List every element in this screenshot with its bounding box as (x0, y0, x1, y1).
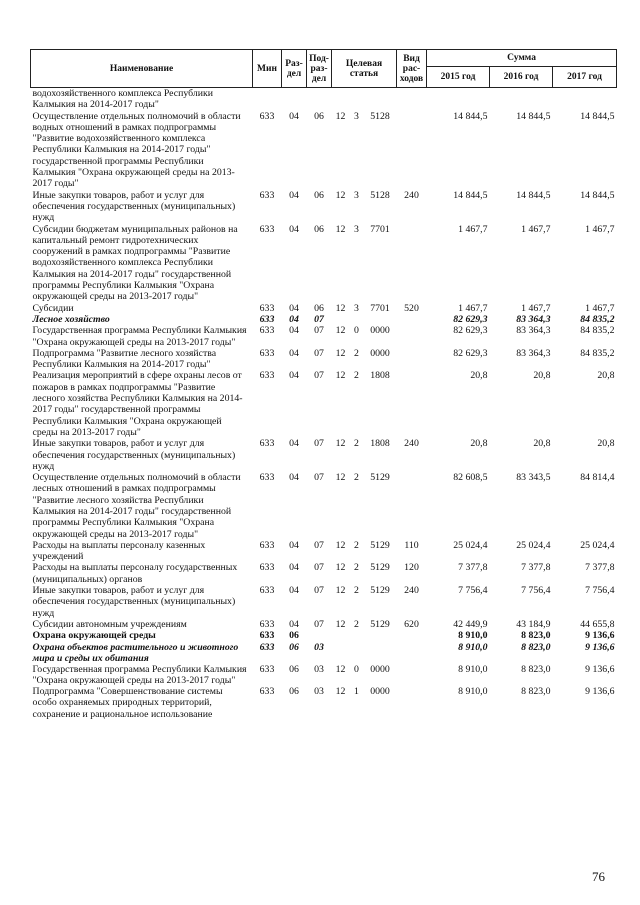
row-podrazdel: 07 (314, 438, 324, 450)
row-sum-2015: 42 449,9 (453, 618, 488, 630)
row-min: 633 (259, 313, 275, 325)
row-sum-2017: 7 756,4 (585, 585, 615, 597)
row-min: 633 (259, 618, 275, 630)
row-sum-2015: 1 467,7 (458, 223, 488, 235)
row-podrazdel: 07 (314, 347, 324, 359)
row-min: 633 (259, 539, 275, 551)
row-sum-2016: 1 467,7 (521, 223, 551, 235)
row-podrazdel: 07 (314, 313, 324, 325)
row-vid: 240 (404, 585, 419, 597)
row-name: водохозяйственного комплекса Республики Калмыкия на 2014-2017 годы" (32, 88, 213, 111)
row-sum-2016: 7 377,8 (521, 562, 551, 574)
row-name: Субсидии (32, 302, 74, 314)
row-min: 633 (259, 302, 275, 314)
row-razdel (282, 88, 307, 111)
row-tsel-program: 12 (335, 325, 346, 337)
row-name: Субсидии автономным учреждениям (32, 618, 187, 630)
row-podrazdel: 06 (314, 110, 324, 122)
row-tsel-sub: 0 (354, 663, 359, 675)
row-razdel: 04 (289, 189, 299, 201)
row-tsel-code: 1808 (370, 438, 390, 450)
row-tsel-sub (350, 88, 364, 111)
row-tsel-code: 5129 (370, 585, 390, 597)
budget-table (30, 49, 617, 720)
row-razdel: 04 (289, 223, 299, 235)
row-podrazdel (307, 88, 332, 111)
row-podrazdel: 03 (314, 663, 324, 675)
table-row (31, 619, 617, 630)
row-sum-2016: 20,8 (533, 370, 551, 382)
row-sum-2016: 20,8 (533, 438, 551, 450)
table-row (31, 111, 617, 190)
row-sum-2015: 1 467,7 (458, 302, 488, 314)
row-vid (397, 314, 427, 325)
row-podrazdel: 03 (314, 641, 324, 653)
row-tsel-code: 5129 (370, 618, 390, 630)
row-sum-2017: 84 835,2 (580, 313, 615, 325)
row-sum-2015: 82 608,5 (453, 472, 488, 484)
row-sum-2015: 7 756,4 (458, 585, 488, 597)
row-tsel-program: 12 (335, 223, 346, 235)
table-header (31, 50, 617, 88)
row-sum-2016: 14 844,5 (516, 110, 551, 122)
row-sum-2016 (490, 88, 553, 111)
row-razdel: 06 (289, 630, 299, 642)
row-sum-2015: 14 844,5 (453, 189, 488, 201)
row-tsel-code: 0000 (370, 686, 390, 698)
row-tsel-sub: 2 (354, 347, 359, 359)
row-sum-2017: 1 467,7 (585, 223, 615, 235)
row-name: Расходы на выплаты персоналу государственных (муниципальных) органов (32, 562, 238, 585)
col-min-header: Мин (253, 50, 282, 88)
row-tsel-code: 0000 (370, 663, 390, 675)
row-vid (397, 370, 427, 438)
table-row (31, 348, 617, 371)
row-podrazdel: 07 (314, 618, 324, 630)
row-tsel-code: 7701 (370, 302, 390, 314)
row-podrazdel: 07 (314, 585, 324, 597)
row-name: Расходы на выплаты персоналу казенных учреждений (32, 539, 206, 563)
row-name: Государственная программа Республики Калмыкия "Охрана окружающей среды на 2013-2017 годы" (32, 663, 247, 686)
row-tsel-program: 12 (335, 585, 346, 597)
row-sum-2015: 20,8 (470, 438, 488, 450)
col-razdel-header: Раз- дел (282, 50, 307, 88)
row-vid (397, 325, 427, 348)
row-sum-2017: 9 136,6 (585, 686, 615, 698)
row-tsel-sub: 3 (354, 302, 359, 314)
col-2015-header: 2015 год (427, 67, 490, 88)
row-tsel-program (332, 630, 350, 641)
row-name: Реализация мероприятий в сфере охраны лесов от пожаров в рамках подпрограммы "Развитие лесного хозяйства Республики Калмыкия на 2014-2017 годы" государственной программы Республики Калмыкия "Охрана окружающей среды на 2013-2017 годы" (32, 370, 243, 438)
row-name: Подпрограмма "Совершенствование системы особо охраняемых природных территорий, сохранение и рациональное использование (32, 686, 223, 720)
row-tsel-sub: 1 (354, 686, 359, 698)
col-vid-header: Вид рас- ходов (397, 50, 427, 88)
table-row (31, 664, 617, 687)
row-vid (397, 642, 427, 664)
col-tsel-header: Целевая статья (332, 50, 397, 88)
row-tsel-sub: 3 (354, 110, 359, 122)
row-podrazdel: 07 (314, 562, 324, 574)
row-tsel-sub (350, 642, 364, 664)
row-tsel-program: 12 (335, 472, 346, 484)
row-sum-2015: 14 844,5 (453, 110, 488, 122)
row-sum-2017: 7 377,8 (585, 562, 615, 574)
row-podrazdel: 06 (314, 223, 324, 235)
row-vid (397, 224, 427, 303)
table-row (31, 224, 617, 303)
row-name: Иные закупки товаров, работ и услуг для обеспечения государственных (муниципальных) нужд (32, 585, 236, 619)
row-vid (397, 630, 427, 641)
col-podrazdel-header: Под- раз- дел (307, 50, 332, 88)
row-min: 633 (259, 663, 275, 675)
row-sum-2016: 25 024,4 (516, 539, 551, 551)
row-sum-2016: 7 756,4 (521, 585, 551, 597)
row-sum-2017: 84 835,2 (580, 325, 615, 337)
row-tsel-sub: 3 (354, 223, 359, 235)
table-row (31, 540, 617, 563)
row-sum-2017: 9 136,6 (585, 630, 615, 642)
row-razdel: 04 (289, 472, 299, 484)
row-sum-2015: 7 377,8 (458, 562, 488, 574)
row-tsel-program: 12 (335, 618, 346, 630)
row-tsel-code (364, 88, 397, 111)
row-sum-2016: 8 823,0 (521, 641, 551, 653)
row-sum-2016: 83 364,3 (516, 325, 551, 337)
row-sum-2015: 8 910,0 (458, 630, 488, 642)
row-tsel-code (364, 642, 397, 664)
row-razdel: 04 (289, 562, 299, 574)
table-row (31, 314, 617, 325)
row-podrazdel: 07 (314, 325, 324, 337)
row-min: 633 (259, 347, 275, 359)
row-tsel-program (332, 642, 350, 664)
row-sum-2015 (427, 88, 490, 111)
row-name: Иные закупки товаров, работ и услуг для обеспечения государственных (муниципальных) нужд (32, 189, 236, 224)
row-min: 633 (259, 325, 275, 337)
row-tsel-program: 12 (335, 347, 346, 359)
row-razdel: 04 (289, 370, 299, 382)
row-sum-2015: 25 024,4 (453, 539, 488, 551)
row-tsel-program: 12 (335, 539, 346, 551)
row-sum-2016: 43 184,9 (516, 618, 551, 630)
row-razdel: 04 (289, 347, 299, 359)
row-name: Осуществление отдельных полномочий в области лесных отношений в рамках подпрограммы "Развитие лесного хозяйства Республики Калмыкия на 2014-2017 годы" государственной программы Республики Калмыкия "Охрана окружающей среды на 2013-2017 годы" (32, 472, 241, 540)
row-tsel-sub: 2 (354, 472, 359, 484)
row-sum-2016: 8 823,0 (521, 630, 551, 642)
row-vid: 240 (404, 189, 419, 201)
row-sum-2016: 83 343,5 (516, 472, 551, 484)
row-sum-2015: 8 910,0 (458, 686, 488, 698)
row-tsel-code (364, 630, 397, 641)
row-podrazdel: 06 (314, 302, 324, 314)
row-tsel-code: 0000 (370, 325, 390, 337)
row-sum-2015: 8 910,0 (458, 641, 488, 653)
row-tsel-program (332, 314, 350, 325)
row-tsel-code: 5129 (370, 472, 390, 484)
row-tsel-program: 12 (335, 302, 346, 314)
row-razdel: 04 (289, 585, 299, 597)
row-razdel: 04 (289, 438, 299, 450)
row-vid: 240 (404, 438, 419, 450)
row-sum-2017: 1 467,7 (585, 302, 615, 314)
table-row (31, 370, 617, 438)
row-razdel: 04 (289, 539, 299, 551)
col-summa-header: Сумма (427, 50, 617, 67)
row-min: 633 (259, 562, 275, 574)
row-min: 633 (259, 686, 275, 698)
row-vid: 120 (404, 562, 419, 574)
row-sum-2016: 83 364,3 (516, 313, 551, 325)
row-vid: 520 (404, 302, 419, 314)
row-razdel: 06 (289, 663, 299, 675)
row-name: Субсидии бюджетам муниципальных районов на капитальный ремонт гидротехнических сооружений в рамках подпрограммы "Развитие водохозяйственного комплекса Республики Калмыкия на 2014-2017 годы" государственной программы Республики Калмыкия "Охрана окружающей среды на 2013-2017 годы" (32, 223, 238, 303)
row-tsel-sub: 2 (354, 562, 359, 574)
table-row (31, 630, 617, 641)
row-min: 633 (259, 641, 275, 653)
row-min: 633 (259, 110, 275, 122)
row-podrazdel: 07 (314, 370, 324, 382)
row-sum-2017: 9 136,6 (585, 641, 615, 653)
table-row (31, 438, 617, 472)
row-min: 633 (259, 189, 275, 201)
row-vid: 620 (404, 618, 419, 630)
row-name: Подпрограмма "Развитие лесного хозяйства Республики Калмыкия на 2014-2017 годы" (32, 347, 217, 371)
row-sum-2017: 14 844,5 (580, 110, 615, 122)
row-podrazdel: 07 (314, 472, 324, 484)
table-row (31, 686, 617, 720)
row-razdel: 04 (289, 302, 299, 314)
row-sum-2017: 14 844,5 (580, 189, 615, 201)
row-sum-2016: 1 467,7 (521, 302, 551, 314)
table-row (31, 303, 617, 314)
row-sum-2015: 82 629,3 (453, 325, 488, 337)
row-vid: 110 (404, 539, 419, 551)
row-tsel-program: 12 (335, 370, 346, 382)
row-sum-2016: 14 844,5 (516, 189, 551, 201)
row-sum-2017: 20,8 (597, 438, 615, 450)
row-name: Охрана окружающей среды (32, 630, 156, 642)
row-sum-2017: 44 655,8 (580, 618, 615, 630)
row-min: 633 (259, 630, 275, 642)
row-tsel-program: 12 (335, 663, 346, 675)
row-sum-2016: 8 823,0 (521, 663, 551, 675)
row-min: 633 (259, 472, 275, 484)
table-row (31, 562, 617, 585)
row-vid (397, 348, 427, 371)
row-name: Осуществление отдельных полномочий в области водных отношений в рамках подпрограммы "Развитие водохозяйственного комплекса Республики Калмыкия на 2014-2017 годы" государственной программы Республики Калмыкия "Охрана окружающей среды на 2013-2017 годы" (32, 110, 241, 190)
row-tsel-sub: 2 (354, 370, 359, 382)
row-sum-2015: 82 629,3 (453, 313, 488, 325)
row-tsel-sub: 2 (354, 618, 359, 630)
row-vid (397, 111, 427, 190)
col-name-header: Наименование (31, 50, 253, 88)
row-sum-2017 (553, 88, 617, 111)
row-sum-2015: 20,8 (470, 370, 488, 382)
row-tsel-program: 12 (335, 562, 346, 574)
row-tsel-code: 1808 (370, 370, 390, 382)
row-tsel-sub: 0 (354, 325, 359, 337)
row-podrazdel: 06 (314, 189, 324, 201)
row-tsel-code: 5129 (370, 539, 390, 551)
table-row (31, 325, 617, 348)
row-tsel-sub: 2 (354, 438, 359, 450)
budget-table-sheet (30, 49, 616, 720)
col-2016-header: 2016 год (490, 67, 553, 88)
row-tsel-sub (350, 314, 364, 325)
row-sum-2017: 84 835,2 (580, 347, 615, 359)
row-min: 633 (259, 370, 275, 382)
row-tsel-program: 12 (335, 686, 346, 698)
row-name: Охрана объектов растительного и животного мира и среды их обитания (32, 641, 239, 664)
table-row (31, 472, 617, 540)
table-row (31, 585, 617, 619)
row-vid (397, 664, 427, 687)
row-sum-2017: 84 814,4 (580, 472, 615, 484)
row-tsel-program: 12 (335, 438, 346, 450)
row-tsel-code (364, 314, 397, 325)
row-min: 633 (259, 438, 275, 450)
row-sum-2017: 9 136,6 (585, 663, 615, 675)
row-razdel: 06 (289, 686, 299, 698)
row-vid (397, 472, 427, 540)
row-tsel-sub: 3 (354, 189, 359, 201)
row-tsel-program: 12 (335, 189, 346, 201)
row-tsel-sub: 2 (354, 539, 359, 551)
col-2017-header: 2017 год (553, 67, 617, 88)
row-podrazdel: 07 (314, 539, 324, 551)
row-tsel-code: 5129 (370, 562, 390, 574)
row-tsel-program: 12 (335, 110, 346, 122)
row-name: Лесное хозяйство (32, 313, 110, 325)
row-min: 633 (259, 585, 275, 597)
table-row (31, 88, 617, 111)
row-razdel: 04 (289, 618, 299, 630)
row-tsel-code: 5128 (370, 110, 390, 122)
row-tsel-program (332, 88, 350, 111)
row-razdel: 04 (289, 325, 299, 337)
table-body (31, 88, 617, 721)
row-podrazdel (307, 630, 332, 641)
row-name: Иные закупки товаров, работ и услуг для обеспечения государственных (муниципальных) нужд (32, 438, 236, 472)
row-name: Государственная программа Республики Калмыкия "Охрана окружающей среды на 2013-2017 годы" (32, 325, 247, 348)
row-tsel-code: 7701 (370, 223, 390, 235)
row-min (253, 88, 282, 111)
row-razdel: 04 (289, 110, 299, 122)
row-razdel: 06 (289, 641, 299, 653)
row-min: 633 (259, 223, 275, 235)
page-number: 76 (592, 869, 605, 884)
row-tsel-code: 0000 (370, 347, 390, 359)
table-row (31, 190, 617, 224)
row-sum-2015: 82 629,3 (453, 347, 488, 359)
row-vid (397, 88, 427, 111)
row-tsel-sub (350, 630, 364, 641)
row-sum-2017: 20,8 (597, 370, 615, 382)
row-razdel: 04 (289, 313, 299, 325)
row-sum-2016: 8 823,0 (521, 686, 551, 698)
row-sum-2016: 83 364,3 (516, 347, 551, 359)
row-podrazdel: 03 (314, 686, 324, 698)
row-sum-2017: 25 024,4 (580, 539, 615, 551)
row-vid (397, 686, 427, 720)
row-tsel-sub: 2 (354, 585, 359, 597)
table-row (31, 642, 617, 664)
row-tsel-code: 5128 (370, 189, 390, 201)
row-sum-2015: 8 910,0 (458, 663, 488, 675)
